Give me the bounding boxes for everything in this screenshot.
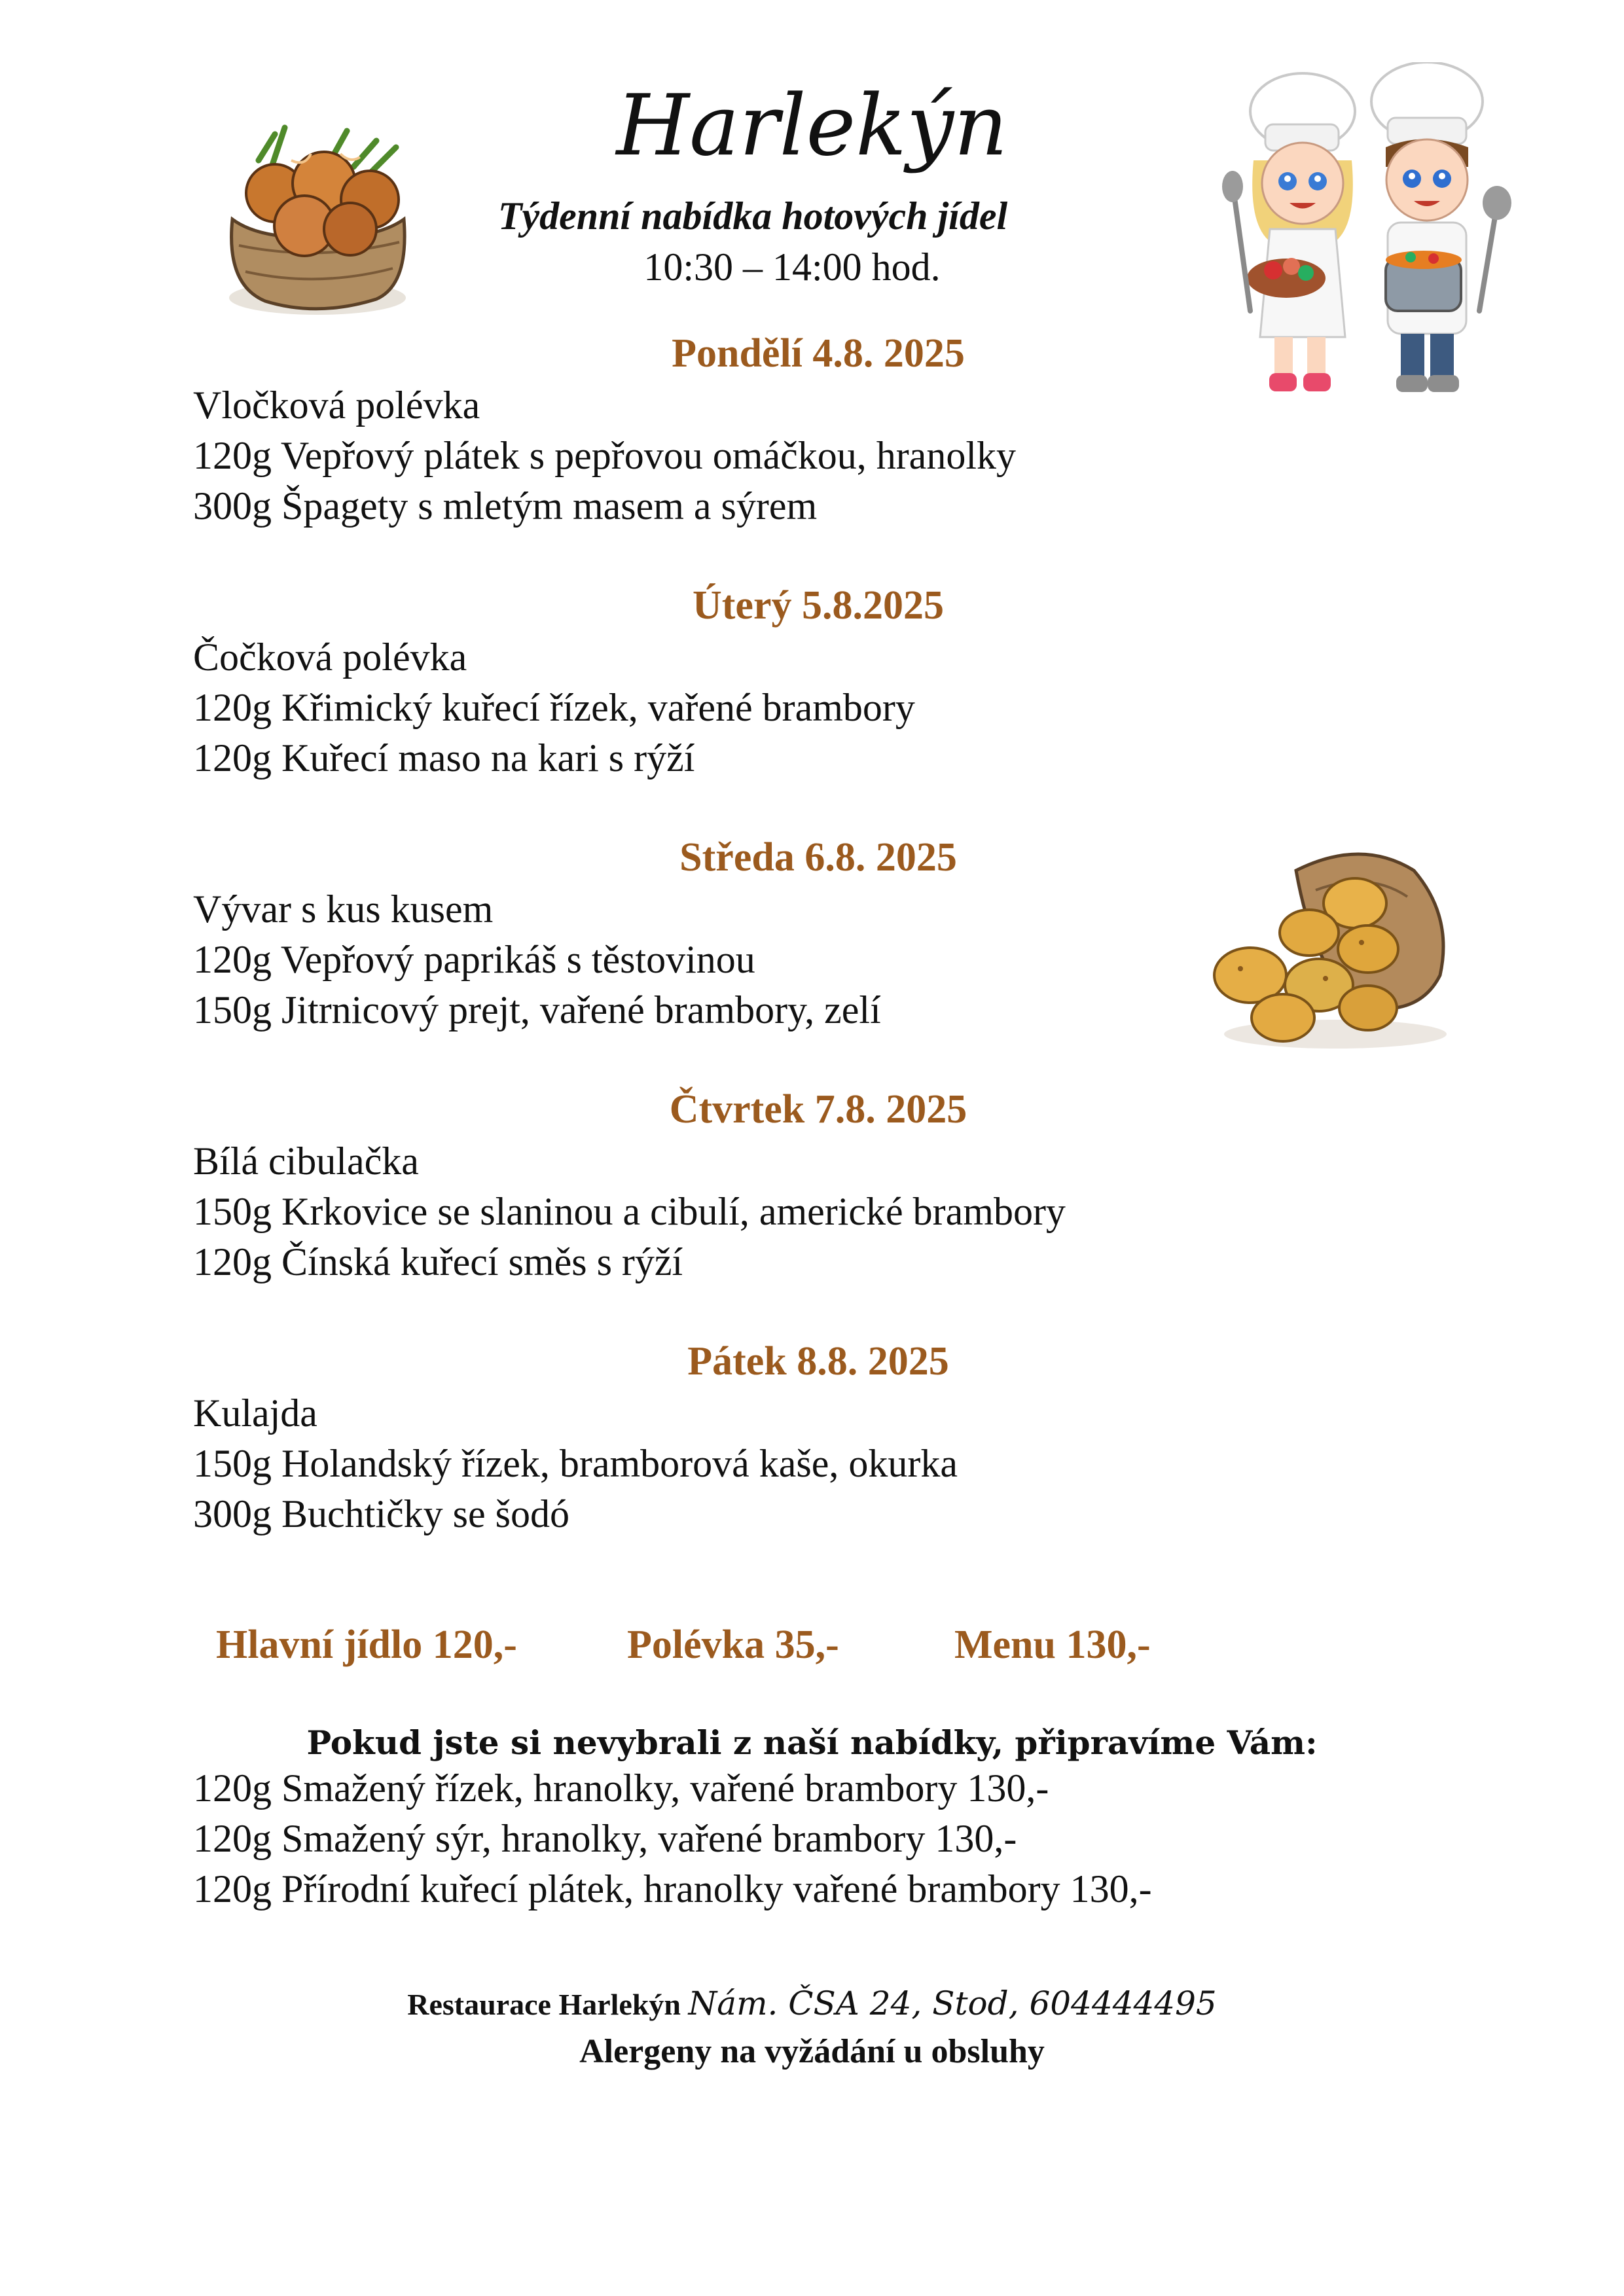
page-title: Harlekýn [616, 77, 1008, 175]
menu-item: 300g Buchtičky se šodó [193, 1492, 569, 1535]
extra-offer-item: 120g Smažený sýr, hranolky, vařené brambory 130,- [193, 1817, 1017, 1860]
footer-contact [0, 1981, 1624, 2028]
onion-sack-icon [213, 121, 422, 324]
menu-item: 150g Holandský řízek, bramborová kaše, okurka [193, 1442, 958, 1485]
menu-item: Vločková polévka [193, 384, 480, 427]
price-menu: Menu 130,- [954, 1623, 1151, 1667]
extra-offer-heading: Pokud jste si nevybrali z naší nabídky, připravíme Vám: [306, 1723, 1318, 1762]
restaurant-name: Restaurace Harlekýn [407, 1988, 681, 2021]
menu-item: 150g Krkovice se slaninou a cibulí, americké brambory [193, 1190, 1066, 1233]
menu-item: Kulajda [193, 1391, 317, 1435]
price-row [0, 1615, 1624, 1674]
menu-item: 120g Kuřecí maso na kari s rýží [193, 736, 695, 780]
menu-item: 150g Jitrnicový prejt, vařené brambory, zelí [193, 988, 881, 1031]
menu-item: Čočková polévka [193, 636, 467, 679]
day-heading: Pondělí 4.8. 2025 [672, 331, 965, 376]
price-main-dish: Hlavní jídlo 120,- [216, 1623, 517, 1667]
day-heading: Pátek 8.8. 2025 [687, 1339, 949, 1384]
day-heading: Úterý 5.8.2025 [693, 583, 944, 628]
menu-item: 120g Křimický kuřecí řízek, vařené brambory [193, 686, 915, 729]
restaurant-address: Nám. ČSA 24, Stod, 604444495 [688, 1984, 1217, 2022]
opening-hours: 10:30 – 14:00 hod. [643, 245, 941, 289]
extra-offer-item: 120g Přírodní kuřecí plátek, hranolky vařené brambory 130,- [193, 1867, 1152, 1910]
extra-offer-item: 120g Smažený řízek, hranolky, vařené brambory 130,- [193, 1767, 1049, 1810]
menu-item: Bílá cibulačka [193, 1139, 419, 1183]
day-heading: Čtvrtek 7.8. 2025 [669, 1087, 967, 1132]
allergens-note: Alergeny na vyžádání u obsluhy [579, 2033, 1045, 2070]
menu-item: 120g Vepřový paprikáš s těstovinou [193, 938, 755, 981]
day-heading: Středa 6.8. 2025 [679, 835, 957, 880]
menu-item: 120g Čínská kuřecí směs s rýží [193, 1240, 683, 1283]
menu-item: 120g Vepřový plátek s pepřovou omáčkou, hranolky [193, 434, 1016, 477]
menu-item: Vývar s kus kusem [193, 888, 494, 931]
page-subtitle: Týdenní nabídka hotových jídel [497, 194, 1008, 238]
price-soup: Polévka 35,- [627, 1623, 839, 1667]
menu-item: 300g Špagety s mletým masem a sýrem [193, 484, 818, 528]
